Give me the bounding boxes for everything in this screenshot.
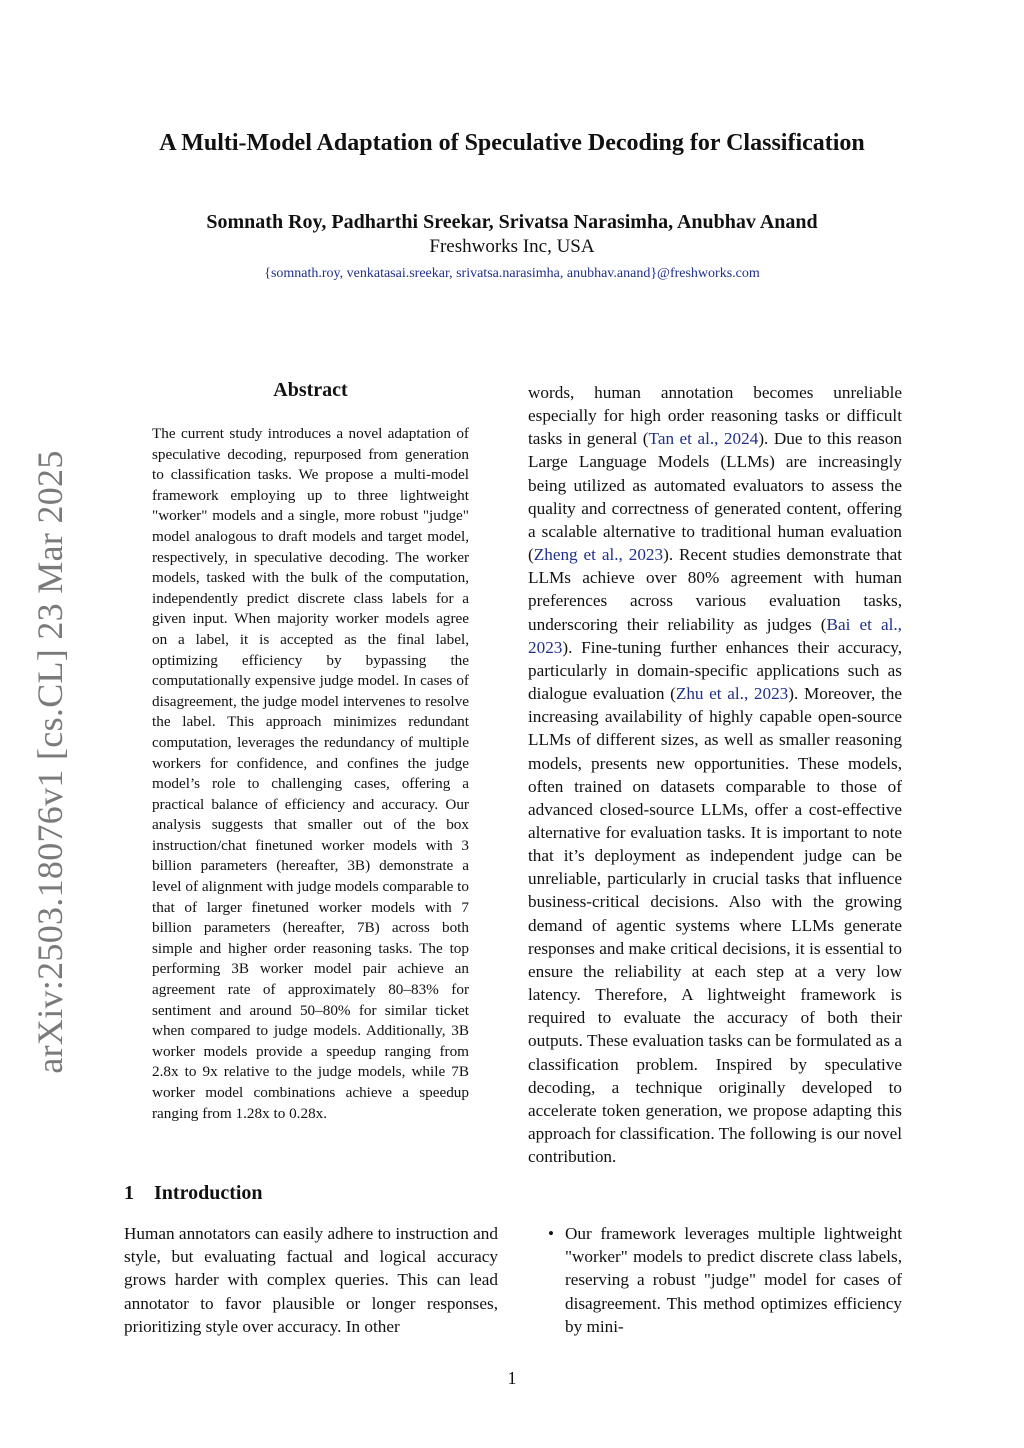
citation-link[interactable]: Zhu et al., 2023: [675, 684, 789, 704]
author-emails[interactable]: {somnath.roy, venkatasai.sreekar, srivatsa.narasimha, anubhav.anand}@freshworks.com: [264, 266, 760, 281]
paragraph-text: ). Moreover, the increasing availability of highly capable open-source LLMs of different sizes, as well as smaller reasoning models, presents new opportunities. These models, often trained on datasets comparable to those of advanced closed-source LLMs, offer a cost-effective alternative for evaluation tasks. It is important to note that it’s deployment as independent judge can be unreliable, particularly in crucial tasks that influence business-critical decisions. Also with the growing demand of agentic systems where LLMs generate responses and make critical decisions, it is essential to ensure the reliability at each step at a very low latency. Therefore, A lightweight framework is required to evaluate the accuracy of both their outputs. These evaluation tasks can be formulated as a classification problem. Inspired by speculative decoding, a technique originally developed to accelerate token generation, we propose adapting this approach for classification. The following is our novel contribution.: [528, 684, 902, 1167]
paragraph-text: ). Recent studies demonstrate that LLMs achieve over 80% agreement with human preferences across various evaluation tasks, underscoring their reliability as judges (: [528, 545, 902, 634]
paragraph-text: words, human annotation becomes unreliable especially for high order reasoning tasks or difficult tasks in general (: [528, 383, 902, 449]
abstract-heading: Abstract: [273, 379, 348, 401]
section-number: 1: [124, 1182, 134, 1204]
paragraph-text: ). Due to this reason Large Language Models (LLMs) are increasingly being utilized as automated evaluators to assess the quality and correctness of generated content, offering a scalable alternative to traditional human evaluation (: [528, 429, 903, 565]
arxiv-sidebar-stamp: arXiv:2503.18076v1 [cs.CL] 23 Mar 2025: [30, 450, 70, 1074]
contribution-bullet: [548, 1222, 902, 1338]
citation-link[interactable]: Tan et al., 2024: [648, 429, 759, 449]
introduction-paragraph: Human annotators can easily adhere to instruction and style, but evaluating factual and logical accuracy grows harder with complex queries. This can lead annotator to favor plausible or longer responses, prioritizing style over accuracy. In other: [124, 1224, 498, 1336]
author-list: Somnath Roy, Padharthi Sreekar, Srivatsa Narasimha, Anubhav Anand: [206, 211, 818, 233]
page-number: 1: [507, 1368, 517, 1388]
affiliation: Freshworks Inc, USA: [429, 236, 595, 257]
paper-title: A Multi-Model Adaptation of Speculative Decoding for Classification: [159, 130, 865, 156]
paragraph-text: ). Fine-tuning further enhances their accuracy, particularly in domain-specific applications such as dialogue evaluation (: [528, 637, 902, 704]
citation-link[interactable]: Bai et al., 2023: [528, 614, 902, 657]
section-title: Introduction: [154, 1182, 263, 1204]
bullet-marker: •: [548, 1224, 555, 1243]
abstract-text: The current study introduces a novel adaptation of speculative decoding, repurposed from generation to classification tasks. We propose a multi-model framework employing up to three lightweight "worker" models and a single, more robust "judge" model analogous to draft models and target model, respectively, in speculative decoding. The worker models, tasked with the bulk of the computation, independently predict discrete class labels for a given input. When majority worker models agree on a label, it is accepted as the final label, optimizing efficiency by bypassing the computationally expensive judge model. In cases of disagreement, the judge model intervenes to resolve the label. This approach minimizes redundant computation, leverages the redundancy of multiple workers for confidence, and confines the judge model’s role to challenging cases, offering a practical balance of efficiency and accuracy. Our analysis suggests that smaller out of the box instruction/chat finetuned worker models with 3 billion parameters (hereafter, 3B) demonstrate a level of alignment with judge models comparable to that of larger finetuned worker models with 7 billion parameters (hereafter, 7B) across both simple and higher order reasoning tasks. The top performing 3B worker model pair achieve an agreement rate of approximately 80–83% for sentiment and around 50–80% for similar ticket when compared to judge models. Additionally, 3B worker models provide a speedup ranging from 2.8x to 9x relative to the judge models, while 7B worker model combinations achieve a speedup ranging from 1.28x to 0.28x.: [152, 425, 469, 1122]
bullet-text: Our framework leverages multiple lightweight "worker" models to predict discrete class labels, reserving a robust "judge" model for cases of disagreement. This method optimizes efficiency by mini-: [565, 1224, 902, 1336]
section-heading-introduction: [124, 1182, 263, 1205]
citation-link[interactable]: Zheng et al., 2023: [533, 545, 664, 565]
right-column-paragraph: [528, 381, 902, 1168]
